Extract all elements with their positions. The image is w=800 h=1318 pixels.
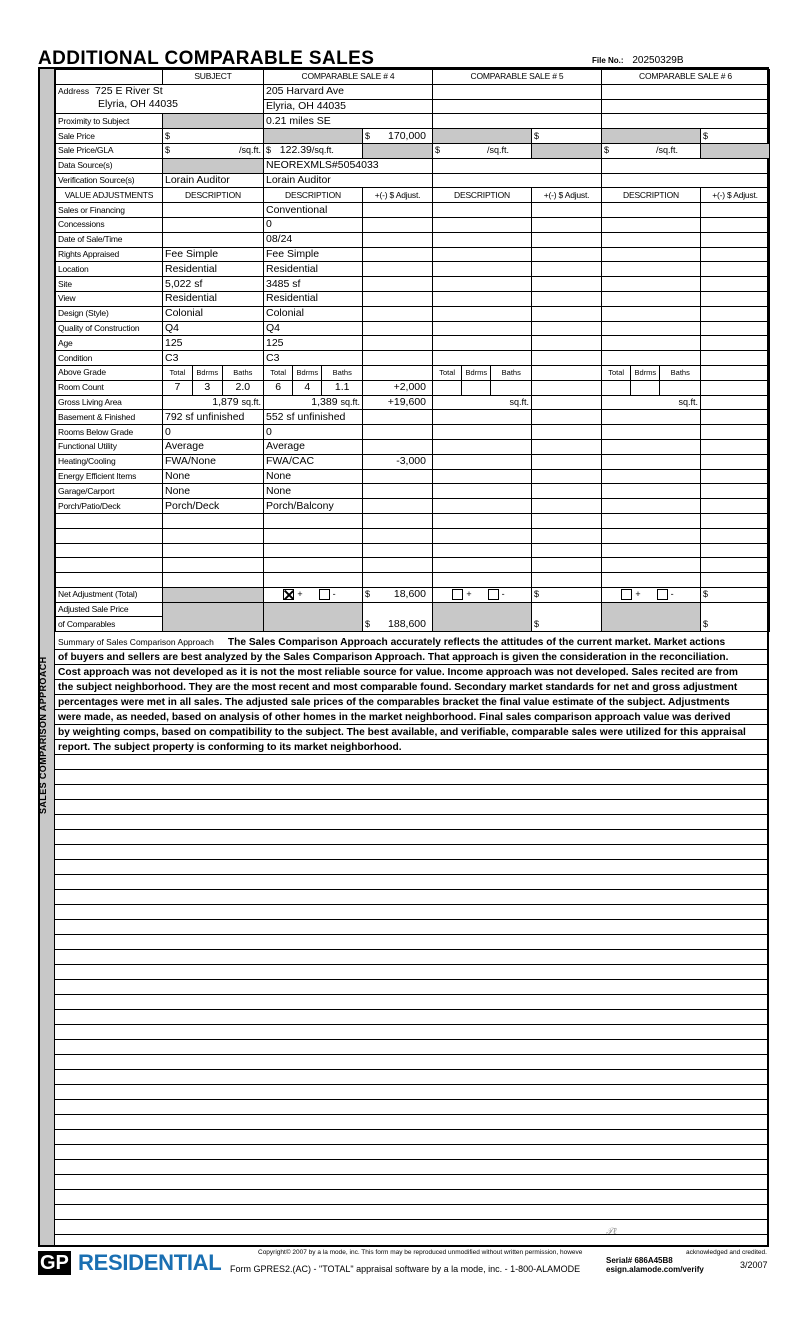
date-of-sale-row: Date of Sale/Time 08/24 — [56, 232, 770, 247]
file-number — [592, 55, 684, 66]
energy-row: Energy Efficient Items None None — [56, 469, 770, 484]
comp4-address-line2: Elyria, OH 44035 — [264, 99, 433, 114]
design-row: Design (Style) Colonial Colonial — [56, 306, 770, 321]
summary-line: were made, as needed, based on analysis of other homes in the market neighborhood. Final sales comparison approach value was derived — [55, 710, 769, 725]
subject-room-count: 7 3 2.0 — [163, 380, 264, 395]
sale-price-gla-row: Sale Price/GLA $ /sq.ft. $ 122.39/sq.ft. $ /sq.ft. $ /sq.ft. — [56, 143, 770, 158]
page-footer: GP RESIDENTIAL Copyright© 2007 by a la mode, inc. This form may be reproduced unmodified without written permission, howeve Form GPRES2.(AC) - "TOTAL" appraisal software by a la mode, inc. - 1-800-ALAMODE 𝒯ℓ Serial# 686A45B8 esign.alamode.com/verify acknowledged and credited. 3/2007 — [40, 1227, 768, 1275]
blank-row — [56, 543, 770, 558]
comp4-room-count: 6 4 1.1 — [264, 380, 363, 395]
adjusted-price-row: Adjusted Sale Price $ 188,600 $ $ — [56, 602, 770, 617]
blank-line — [55, 1025, 769, 1040]
blank-line — [55, 1070, 769, 1085]
value-adjustments-header: VALUE ADJUSTMENTS DESCRIPTION DESCRIPTION +(-) $ Adjust. DESCRIPTION +(-) $ Adjust. DESCRIPTION +(-) $ Adjust. — [56, 188, 770, 203]
blank-row — [56, 558, 770, 573]
minus-checkbox[interactable] — [488, 589, 499, 600]
blank-line — [55, 1055, 769, 1070]
comp4-address-line1: 205 Harvard Ave — [264, 84, 433, 99]
page-title: ADDITIONAL COMPARABLE SALES — [38, 48, 375, 69]
comp4-sale-price: $ 170,000 — [363, 129, 433, 144]
sale-price-row: Sale Price $ $ 170,000 $ $ — [56, 129, 770, 144]
blank-line — [55, 1085, 769, 1100]
comp4-data-source: NEOREXMLS#5054033 — [264, 158, 433, 173]
rooms-below-row: Rooms Below Grade 0 0 — [56, 425, 770, 440]
age-row: Age 125 125 — [56, 336, 770, 351]
form-frame — [38, 67, 769, 1247]
blank-line — [55, 1190, 769, 1205]
quality-row: Quality of Construction Q4 Q4 — [56, 321, 770, 336]
basement-row: Basement & Finished 792 sf unfinished 552 sf unfinished — [56, 410, 770, 425]
blank-line — [55, 905, 769, 920]
page-header — [38, 46, 768, 68]
blank-line — [55, 875, 769, 890]
blank-line — [55, 860, 769, 875]
blank-row — [56, 573, 770, 588]
blank-line — [55, 1160, 769, 1175]
header-row — [56, 70, 770, 85]
col-comp4: COMPARABLE SALE # 4 — [264, 70, 433, 85]
location-row: Location Residential Residential — [56, 262, 770, 277]
plus-checkbox[interactable] — [621, 589, 632, 600]
proximity-row: Proximity to Subject 0.21 miles SE — [56, 114, 770, 129]
col-feature — [56, 70, 163, 85]
comp4-adjusted-price: $ 188,600 — [363, 602, 433, 632]
summary-section — [55, 635, 769, 1235]
minus-checkbox[interactable] — [319, 589, 330, 600]
form-line: Form GPRES2.(AC) - "TOTAL" appraisal software by a la mode, inc. - 1-800-ALAMODE — [230, 1264, 581, 1274]
blank-row — [56, 528, 770, 543]
view-row: View Residential Residential — [56, 291, 770, 306]
side-section-label: SALES COMPARISON APPROACH — [38, 656, 48, 814]
form-date: 3/2007 — [740, 1260, 768, 1270]
blank-line — [55, 920, 769, 935]
blank-line — [55, 1175, 769, 1190]
comp4-concessions: 0 — [264, 217, 363, 232]
subject-verification: Lorain Auditor — [163, 173, 264, 188]
comp4-heating-adj: -3,000 — [363, 454, 433, 469]
concessions-row: Concessions 0 — [56, 217, 770, 232]
copyright-text: Copyright© 2007 by a la mode, inc. This form may be reproduced unmodified without written permission, howeve — [258, 1249, 583, 1256]
comp6-address-line1 — [602, 84, 770, 99]
ack-text: acknowledged and credited. — [686, 1249, 767, 1256]
summary-line: percentages were met in all sales. The adjusted sale prices of the comparables bracket the final value estimate of the subject. Adjustments — [55, 695, 769, 710]
above-grade-row: Above Grade Total Bdrms Baths Total Bdrms Baths Total Bdrms Baths Total Bdrms Baths — [56, 365, 770, 380]
blank-line — [55, 830, 769, 845]
comp4-room-adj: +2,000 — [363, 380, 433, 395]
summary-line: Cost approach was not developed as it is not the most reliable source for value. Income approach was not developed. Sales recited are from — [55, 665, 769, 680]
comp4-gla: 1,389 sq.ft. — [264, 395, 363, 410]
blank-line — [55, 950, 769, 965]
rights-row: Rights Appraised Fee Simple Fee Simple — [56, 247, 770, 262]
blank-line — [55, 1040, 769, 1055]
address-row — [56, 84, 770, 99]
comparable-grid: SUBJECT COMPARABLE SALE # 4 COMPARABLE SALE # 5 COMPARABLE SALE # 6 Address 725 E River St Elyria, OH 44035 205 Harvard Ave Elyria, OH 44035 Proximity to Subject 0.21 miles SE Sale Price $ $ 170,000 $ $ Sale Price/GLA $ /sq.ft. $ 122.39/sq.ft. $ /sq.ft. $ /sq.ft. Data Source(s) NEOREXMLS#5054033 Verification Source(s) Lorain Auditor Lorain Auditor VALUE ADJUSTMENTS DESCRIPTION DESCRIPTION +(-) $ Adjust. DESCRIPTION +(-) $ Adjust. DESCRIPTION +(-) $ Adjust. Sales or Financing Conventional Concessions 0 Date of Sale/Time 08/24 Rights Appraised Fee Simple Fee Simple Location Residential Residential Site 5,022 sf 3485 sf View Residential Residential Design (Style) Colonial Colonial Quality of Construction Q4 Q4 Age 125 125 Condition C3 C3 Above Grade Total Bdrms Baths Total Bdrms Baths Total Bdrms Baths Total Bdrms Baths Room Count 7 3 2.0 6 4 1.1 +2,000 Gross Living Area 1,879 sq.ft. 1,389 sq.ft. +19,600 sq.ft. sq.ft. Basement & Finished 792 sf unfinished 552 sf unfinished Rooms Below Grade 0 0 Functional Utility Average Average Heating/Cooling FWA/None FWA/CAC -3,000 Energy Efficient Items None None Garage/Carport None None Porch/Patio/Deck Porch/Deck Porch/Balcony Net Adjustment (Total) + - $ 18,600 + - $ + - $ Adjusted Sale Price $ 188,600 $ $ of Comparables — [55, 69, 770, 632]
blank-line — [55, 755, 769, 770]
comp4-net-adj-checkboxes[interactable]: + - — [264, 587, 363, 602]
comp4-date-of-sale: 08/24 — [264, 232, 363, 247]
blank-line — [55, 800, 769, 815]
room-count-row: Room Count 7 3 2.0 6 4 1.1 +2,000 — [56, 380, 770, 395]
blank-line — [55, 770, 769, 785]
blank-line — [55, 995, 769, 1010]
subject-gla: 1,879 sq.ft. — [163, 395, 264, 410]
serial-info: Serial# 686A45B8 esign.alamode.com/verify — [606, 1256, 704, 1274]
comp5-address-line1 — [433, 84, 602, 99]
data-source-row: Data Source(s) NEOREXMLS#5054033 — [56, 158, 770, 173]
condition-row: Condition C3 C3 — [56, 351, 770, 366]
blank-line — [55, 1205, 769, 1220]
comp4-verification: Lorain Auditor — [264, 173, 433, 188]
file-number-label: File No.: — [592, 56, 624, 65]
gla-row: Gross Living Area 1,879 sq.ft. 1,389 sq.ft. +19,600 sq.ft. sq.ft. — [56, 395, 770, 410]
financing-row: Sales or Financing Conventional — [56, 203, 770, 218]
file-number-value: 20250329B — [632, 55, 684, 66]
comp4-gla-adj: +19,600 — [363, 395, 433, 410]
blank-line — [55, 935, 769, 950]
heating-row: Heating/Cooling FWA/None FWA/CAC -3,000 — [56, 454, 770, 469]
summary-line: report. The subject property is conforming to its market neighborhood. — [55, 740, 769, 755]
blank-line — [55, 1100, 769, 1115]
blank-row — [56, 513, 770, 528]
net-adjustment-row: Net Adjustment (Total) + - $ 18,600 + - $ + - $ — [56, 587, 770, 602]
summary-line: Summary of Sales Comparison Approach The Sales Comparison Approach accurately reflects the attitudes of the current market. Market actions — [55, 635, 769, 650]
blank-line — [55, 1010, 769, 1025]
blank-line — [55, 1145, 769, 1160]
plus-checkbox[interactable] — [452, 589, 463, 600]
side-tab — [40, 69, 55, 1245]
col-comp5: COMPARABLE SALE # 5 — [433, 70, 602, 85]
minus-checkbox[interactable] — [657, 589, 668, 600]
summary-line: the subject neighborhood. They are the most recent and most comparable found. Secondary market standards for net and gross adjustment — [55, 680, 769, 695]
summary-line: by weighting comps, based on compatibility to the subject. The best available, and verifiable, comparable sales were utilized for this appraisal — [55, 725, 769, 740]
blank-line — [55, 815, 769, 830]
comp4-proximity: 0.21 miles SE — [264, 114, 433, 129]
blank-line — [55, 965, 769, 980]
subject-address: Address 725 E River St Elyria, OH 44035 — [56, 84, 264, 114]
summary-line: of buyers and sellers are best analyzed by the Sales Comparison Approach. That approach is given the consideration in the reconciliation. — [55, 650, 769, 665]
comp4-net-adj: $ 18,600 — [363, 587, 433, 602]
garage-row: Garage/Carport None None — [56, 484, 770, 499]
blank-line — [55, 890, 769, 905]
col-subject: SUBJECT — [163, 70, 264, 85]
blank-line — [55, 785, 769, 800]
signature-image: 𝒯ℓ — [606, 1227, 617, 1237]
blank-line — [55, 845, 769, 860]
functional-row: Functional Utility Average Average — [56, 439, 770, 454]
blank-line — [55, 1130, 769, 1145]
porch-row: Porch/Patio/Deck Porch/Deck Porch/Balcony — [56, 499, 770, 514]
comp4-financing: Conventional — [264, 203, 363, 218]
comp4-price-per-gla: $ 122.39/sq.ft. — [264, 143, 363, 158]
blank-line — [55, 1115, 769, 1130]
site-row: Site 5,022 sf 3485 sf — [56, 277, 770, 292]
verification-row: Verification Source(s) Lorain Auditor Lorain Auditor — [56, 173, 770, 188]
col-comp6: COMPARABLE SALE # 6 — [602, 70, 770, 85]
plus-checkbox[interactable] — [283, 589, 294, 600]
blank-line — [55, 980, 769, 995]
